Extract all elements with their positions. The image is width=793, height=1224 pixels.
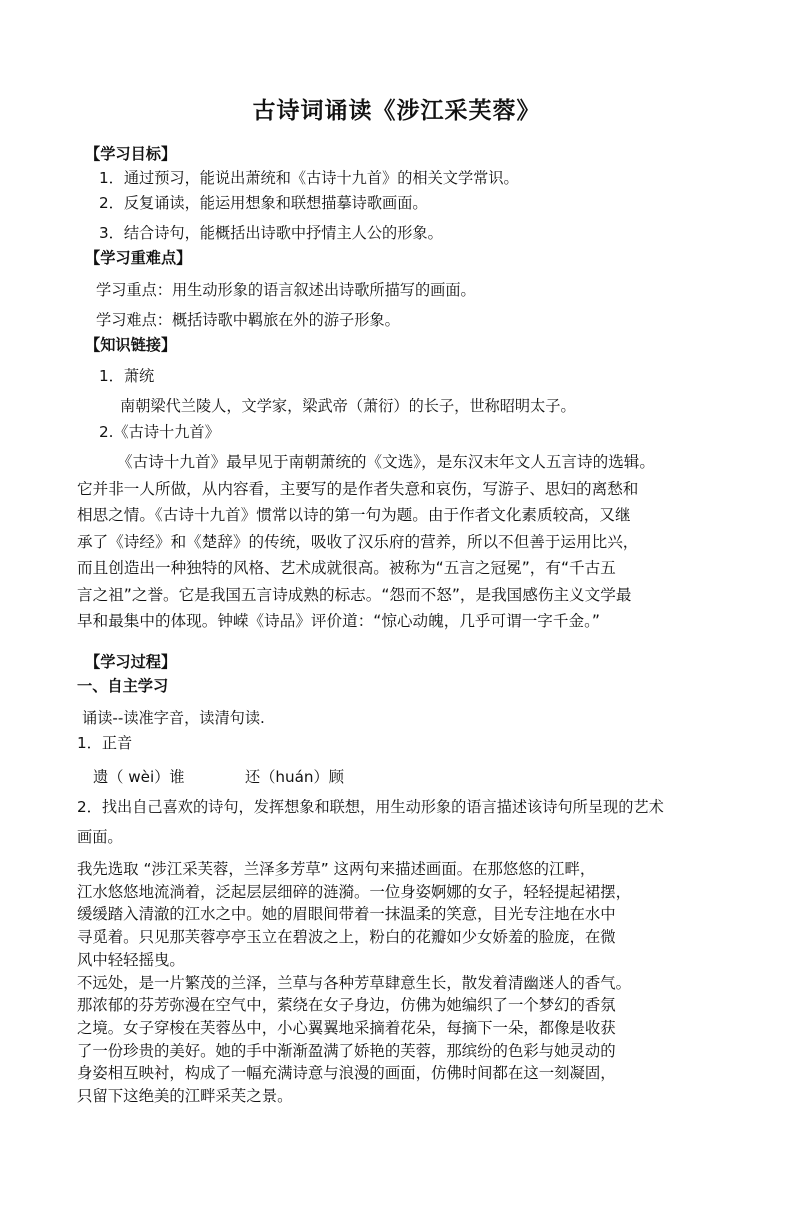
key-difficulty: 学习难点：概括诗歌中羁旅在外的游子形象。 <box>96 311 400 329</box>
read-instruction: 诵读--读准字音，读清句读. <box>82 709 265 727</box>
goal-item: 1．通过预习，能说出萧统和《古诗十九首》的相关文学常识。 <box>99 169 519 187</box>
essay-line: 风中轻轻摇曳。 <box>77 950 185 969</box>
essay-line: 那浓郁的芬芳弥漫在空气中，萦绕在女子身边，仿佛为她编织了一个梦幻的香氛 <box>77 996 616 1015</box>
key-points-heading: 【学习重难点】 <box>85 249 192 267</box>
essay-line: 缓缓踏入清澈的江水之中。她的眉眼间带着一抹温柔的笑意，目光专注地在水中 <box>77 905 616 924</box>
essay-line: 我先选取 “涉江采芙蓉，兰泽多芳草” 这两句来描述画面。在那悠悠的江畔， <box>77 860 596 878</box>
paragraph-line: 早和最集中的体现。钟嵘《诗品》评价道：“惊心动魄，几乎可谓一字千金。” <box>77 612 600 630</box>
page-title: 古诗词诵读《涉江采芙蓉》 <box>252 98 541 124</box>
knowledge-item-title: 1．萧统 <box>99 367 155 385</box>
essay-line: 江水悠悠地流淌着，泛起层层细碎的涟漪。一位身姿婀娜的女子，轻轻提起裙摆， <box>77 882 632 901</box>
paragraph-line: 相思之情。《古诗十九首》惯常以诗的第一句为题。由于作者文化素质较高，又继 <box>77 506 631 524</box>
knowledge-heading: 【知识链接】 <box>85 336 177 354</box>
paragraph-line: 它并非一人所做，从内容看，主要写的是作者失意和哀伤，写游子、思妇的离愁和 <box>77 479 639 498</box>
goal-item: 3．结合诗句，能概括出诗歌中抒情主人公的形象。 <box>99 224 443 242</box>
pronunciation-title: 1．正音 <box>77 734 133 752</box>
essay-line: 身姿相互映衬，构成了一幅充满诗意与浪漫的画面，仿佛时间都在这一刻凝固， <box>77 1064 616 1083</box>
key-focus: 学习重点：用生动形象的语言叙述出诗歌所描写的画面。 <box>96 281 476 299</box>
task-instruction: 2．找出自己喜欢的诗句，发挥想象和联想，用生动形象的语言描述该诗句所呈现的艺术 <box>77 798 664 816</box>
task-instruction: 画面。 <box>77 828 123 846</box>
essay-line: 寻觅着。只见那芙蓉亭亭玉立在碧波之上，粉白的花瓣如少女娇羞的脸庞，在微 <box>77 928 616 947</box>
knowledge-item-text: 南朝梁代兰陵人，文学家，梁武帝（萧衍）的长子，世称昭明太子。 <box>120 397 576 415</box>
paragraph-line: 而且创造出一种独特的风格、艺术成就很高。被称为“五言之冠冕”，有“千古五 <box>77 559 616 577</box>
section-title: 一、自主学习 <box>77 677 169 695</box>
essay-body <box>77 858 737 1108</box>
knowledge-paragraph <box>77 449 655 635</box>
pronunciation-item: 还（huán）顾 <box>245 768 344 786</box>
paragraph-line: 《古诗十九首》最早见于南朝萧统的《文选》，是东汉末年文人五言诗的选辑。 <box>117 453 655 471</box>
essay-line: 了一份珍贵的美好。她的手中渐渐盈满了娇艳的芙蓉，那缤纷的色彩与她灵动的 <box>77 1041 616 1060</box>
paragraph-line: 言之祖”之誉。它是我国五言诗成熟的标志。“怨而不怒”，是我国感伤主义文学最 <box>77 585 632 604</box>
goals-heading: 【学习目标】 <box>85 145 177 163</box>
knowledge-item-title: 2.《古诗十九首》 <box>99 423 220 441</box>
process-heading: 【学习过程】 <box>85 653 177 671</box>
goal-item: 2．反复诵读，能运用想象和联想描摹诗歌画面。 <box>99 194 428 212</box>
essay-line: 只留下这绝美的江畔采芙之景。 <box>77 1087 293 1106</box>
paragraph-line: 承了《诗经》和《楚辞》的传统，吸收了汉乐府的营养，所以不但善于运用比兴， <box>77 532 639 551</box>
pronunciation-item: 遗（ wèi）谁 <box>93 768 185 786</box>
essay-line: 不远处，是一片繁茂的兰泽，兰草与各种芳草肆意生长，散发着清幽迷人的香气。 <box>77 973 632 992</box>
essay-line: 之境。女子穿梭在芙蓉丛中，小心翼翼地采摘着花朵，每摘下一朵，都像是收获 <box>77 1018 616 1037</box>
